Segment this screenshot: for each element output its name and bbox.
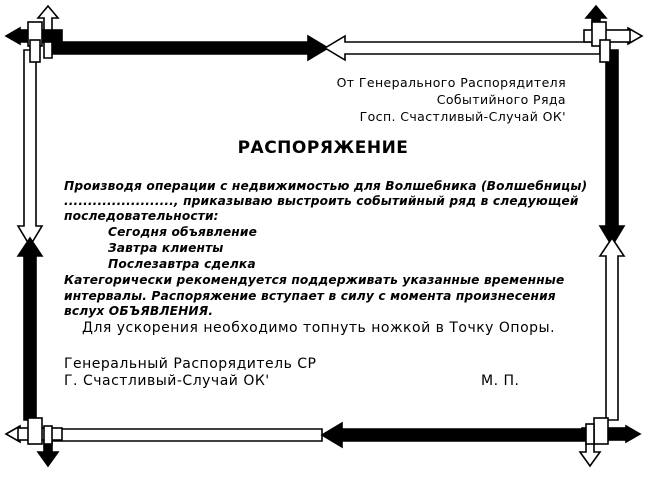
right-lower-white-arrow	[600, 238, 624, 420]
order-paragraph-line-2: ......................., приказываю выстроить событийный ряд в следующей	[64, 194, 579, 208]
sequence-item-1: Сегодня объявление	[108, 225, 257, 239]
acceleration-note: Для ускорения необходимо топнуть ножкой в Точку Опоры.	[82, 320, 556, 336]
sender-line-1: От Генерального Распорядителя	[336, 75, 566, 90]
corner-br-white-box	[594, 418, 608, 444]
sequence-item-3: Послезавтра сделка	[108, 257, 256, 271]
seal-place-label: М. П.	[481, 373, 520, 389]
left-lower-black-arrow	[18, 238, 42, 420]
corner-bl-white-box	[28, 418, 42, 444]
sender-line-3: Госп. Счастливый-Случай ОК'	[359, 109, 566, 124]
top-left-black-arrow	[46, 36, 328, 60]
sender-line-2: Событийного Ряда	[436, 92, 566, 107]
recommendation-line-3: вслух ОБЪЯВЛЕНИЯ.	[64, 304, 214, 318]
signature-name: Г. Счастливый-Случай ОК'	[64, 373, 270, 389]
document-title: РАСПОРЯЖЕНИЕ	[237, 138, 409, 158]
recommendation-line-1: Категорически рекомендуется поддерживать указанные временные	[64, 273, 565, 287]
bottom-right-black-arrow	[322, 423, 590, 447]
top-right-white-arrow	[325, 36, 600, 60]
signature-title: Генеральный Распорядитель СР	[64, 356, 317, 372]
recommendation-line-2: интервалы. Распоряжение вступает в силу с момента произнесения	[64, 289, 556, 303]
bottom-left-white-arrow	[46, 429, 322, 441]
order-paragraph-line-3: последовательности:	[64, 209, 219, 223]
order-paragraph-line-1: Производя операции с недвижимостью для Волшебника (Волшебницы)	[64, 179, 588, 193]
sequence-item-2: Завтра клиенты	[108, 241, 224, 255]
